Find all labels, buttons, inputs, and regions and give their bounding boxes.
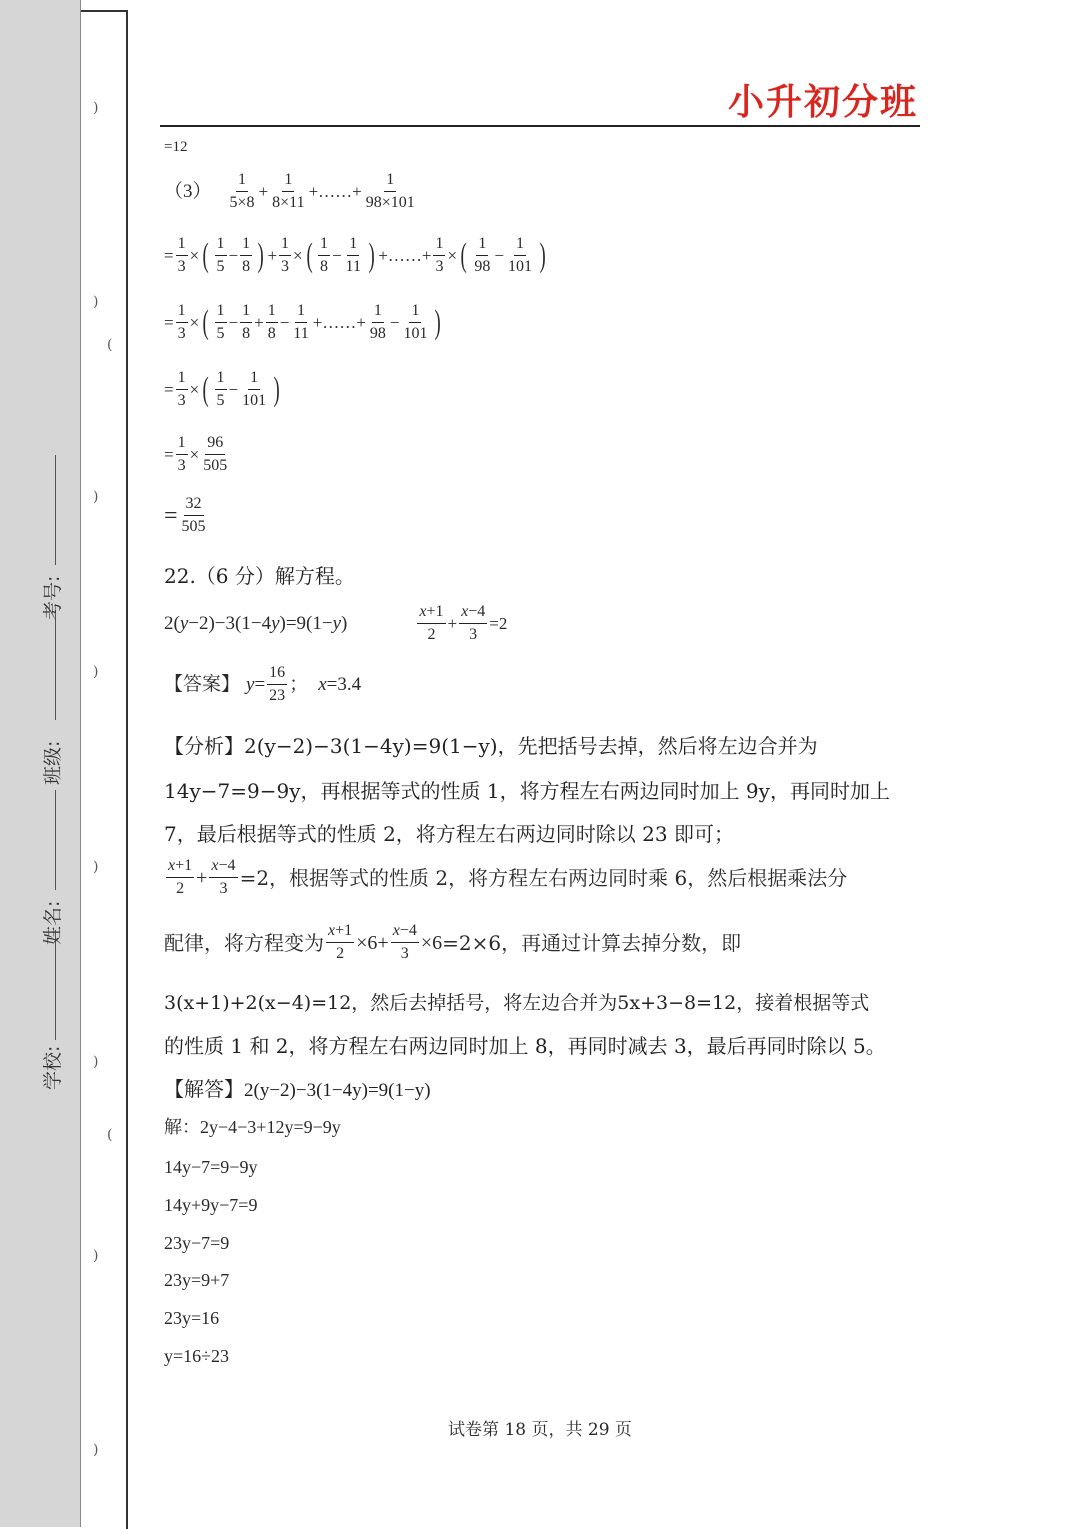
name-label: 姓名: (42, 900, 64, 945)
sub-question-label: （3） (164, 181, 212, 202)
binding-mark: ) (93, 664, 99, 680)
binding-mark: ) (93, 294, 99, 310)
answer-line: 【答案】 y= $\frac{16}{23}$ ； x=3.4 (164, 664, 362, 704)
solution-step: 23y=16 (164, 1308, 220, 1328)
analysis-line-6: 3(x+1)+2(x−4)=12，然后去掉括号，将左边合并为5x+3−8=12，接着根据等式 (164, 992, 870, 1014)
solution-step: 解：2y−4−3+12y=9−9y (164, 1117, 341, 1137)
side-line (55, 930, 56, 1040)
fraction: $\frac{1}{98\times 101}$ (365, 171, 415, 211)
analysis-line-5: 配律，将方程变为 $\frac{x+1}{2}$ ×6+ $\frac{x-4}{3}$ ×6 =2×6，再通过计算去掉分数，即 (164, 922, 742, 962)
calc-line-4: = $\frac{1}{3}$ × ( $\frac{1}{5}$ − $\frac{1}{101}$ ) (164, 369, 280, 409)
side-line (55, 610, 56, 720)
solution-step: 14y−7=9−9y (164, 1157, 258, 1177)
solution-step: 23y−7=9 (164, 1233, 230, 1253)
solution-step: 14y+9y−7=9 (164, 1195, 258, 1215)
side-line (55, 790, 56, 890)
binding-mark: ) (93, 489, 99, 505)
question-22-title: 22.（6 分）解方程。 (164, 564, 355, 588)
fraction: $\frac{1}{8\times 11}$ (272, 171, 305, 211)
solution-line: 【解答】2(y−2)−3(1−4y)=9(1−y) (164, 1077, 431, 1101)
calc-line-5: = $\frac{1}{3}$ × $\frac{96}{505}$ (164, 434, 228, 474)
calc-line-0: =12 (164, 139, 188, 155)
analysis-line-4: $\frac{x+1}{2}$ + $\frac{x-4}{3}$ =2，根据等式的性质 2，将方程左右两边同时乘 6，然后根据乘法分 (168, 857, 848, 897)
question-22-equations: 2(y−2)−3(1−4y)=9(1−y) $\frac{x+1}{2}$ + $\frac{x-4}{3}$ =2 (164, 603, 508, 643)
school-label: 学校: (42, 1045, 64, 1090)
binding-mark: ) (93, 1054, 99, 1070)
analysis-line-2: 14y−7=9−9y，再根据等式的性质 1，将方程左右两边同时加上 9y，再同时加上 (164, 779, 890, 803)
binding-column (81, 10, 128, 1529)
analysis-label: 【分析】 (164, 734, 244, 758)
binding-mark: ( (107, 1127, 113, 1143)
analysis-line-1: 【分析】2(y−2)−3(1−4y)=9(1−y)，先把括号去掉，然后将左边合并为 (164, 734, 818, 758)
page-footer: 试卷第 18 页，共 29 页 (448, 1420, 632, 1440)
brand-title: 小升初分班 (727, 82, 918, 123)
binding-mark: ) (93, 100, 99, 116)
solution-step: 23y=9+7 (164, 1270, 230, 1290)
header-rule (160, 125, 920, 127)
answer-label: 【答案】 (164, 673, 241, 695)
calc-line-1: （3） $\frac{1}{5\times 8}$ + $\frac{1}{8\times 11}$ +……+ $\frac{1}{98\times 101}$ (164, 171, 415, 211)
side-line (55, 455, 56, 565)
solution-label: 【解答】 (164, 1077, 244, 1101)
calc-line-3: = $\frac{1}{3}$ × ( $\frac{1}{5}$ − $\frac{1}{8}$ + $\frac{1}{8}$ − $\frac{1}{11}$ +……+ $\frac{1}{98}$ − $\frac{1}{101}$ ) (164, 302, 442, 342)
binding-mark: ) (93, 859, 99, 875)
analysis-line-3: 7，最后根据等式的性质 2，将方程左右两边同时除以 23 即可； (164, 822, 734, 846)
binding-mark: ) (93, 1248, 99, 1264)
fraction: $\frac{1}{5\times 8}$ (229, 171, 255, 211)
solution-step: y=16÷23 (164, 1346, 230, 1366)
class-label: 班级: (42, 740, 64, 785)
calc-line-6: = $\frac{32}{505}$ (164, 495, 206, 535)
analysis-line-7: 的性质 1 和 2，将方程左右两边同时加上 8，再同时减去 3，最后再同时除以 5。 (164, 1034, 886, 1058)
calc-line-2: = $\frac{1}{3}$ × ( $\frac{1}{5}$ − $\frac{1}{8}$ ) + $\frac{1}{3}$ × ( $\frac{1}{8}$ − $\frac{1}{11}$ ) +……+ $\frac{1}{3}$ × ( $\frac{1}{98}$ − $\frac{1}{101}$ ) (164, 235, 546, 275)
binding-mark: ) (93, 1442, 99, 1458)
binding-mark: ( (107, 337, 113, 353)
exam-no-label: 考号: (42, 575, 64, 620)
